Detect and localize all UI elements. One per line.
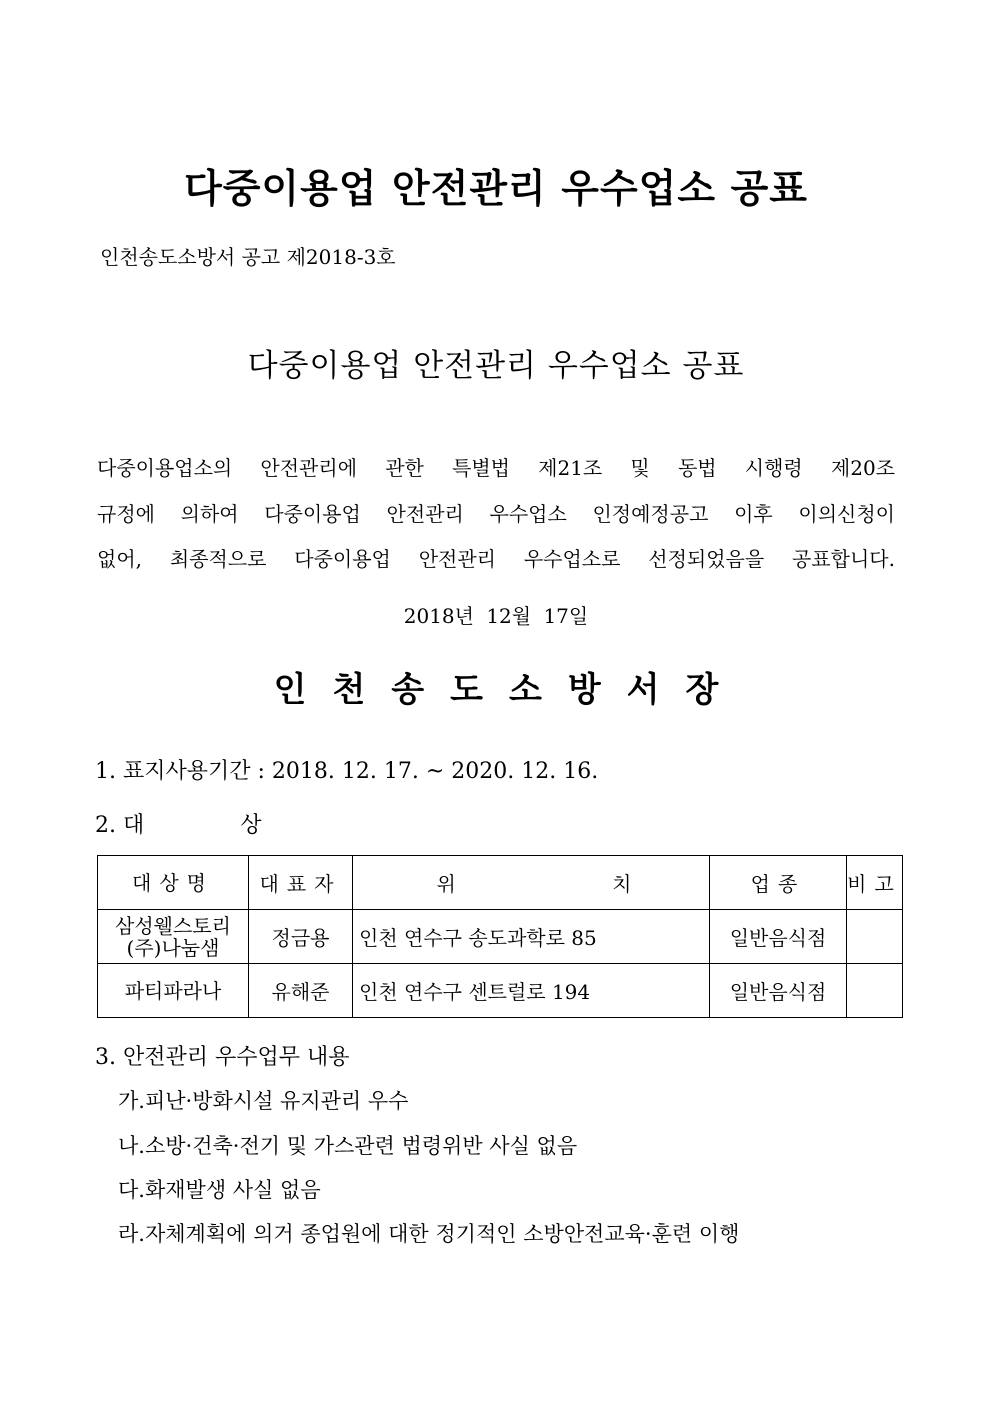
section-3-item: 가.피난·방화시설 유지관리 우수: [118, 1089, 409, 1113]
cell-location: 인천 연수구 송도과학로 85: [353, 910, 710, 964]
sub-title: 다중이용업 안전관리 우수업소 공표: [247, 348, 745, 384]
body-paragraph: [97, 446, 895, 583]
section-3-item: 나.소방·건축·전기 및 가스관련 법령위반 사실 없음: [118, 1134, 578, 1158]
cell-note: [847, 964, 903, 1018]
section-3-heading: 3. 안전관리 우수업무 내용: [95, 1045, 350, 1070]
cell-business-type: 일반음식점: [710, 964, 847, 1018]
name-line: 파티파라나: [124, 978, 222, 1003]
body-line: 규정에 의하여 다중이용업 안전관리 우수업소 인정예정공고 이후 이의신청이: [97, 501, 895, 526]
section-2-label-end: 상: [240, 813, 262, 838]
name-line: (주)나눔샘: [126, 935, 220, 960]
section-3-item: 라.자체계획에 의거 종업원에 대한 정기적인 소방안전교육·훈련 이행: [118, 1222, 740, 1246]
section-2-heading: [95, 808, 262, 839]
cell-business-type: 일반음식점: [710, 910, 847, 964]
main-title: 다중이용업 안전관리 우수업소 공표: [184, 167, 808, 212]
cell-note: [847, 910, 903, 964]
cell-location: 인천 연수구 센트럴로 194: [353, 964, 710, 1018]
section-3-item: 다.화재발생 사실 없음: [118, 1178, 321, 1202]
body-line: 다중이용업소의 안전관리에 관한 특별법 제21조 및 동법 시행령 제20조: [97, 456, 895, 480]
header-location: 위 치: [353, 856, 710, 910]
header-representative: 대표자: [249, 856, 353, 910]
name-line: 삼성웰스토리: [115, 913, 231, 938]
cell-representative: 유해준: [249, 964, 353, 1018]
header-business-type: 업종: [710, 856, 847, 910]
notice-number: 인천송도소방서 공고 제2018-3호: [100, 245, 396, 269]
body-line: 없어, 최종적으로 다중이용업 안전관리 우수업소로 선정되었음을 공표합니다.: [97, 547, 895, 571]
signer: 인천송도소방서장: [273, 670, 745, 710]
table-row: [98, 964, 903, 1018]
cell-name: [98, 910, 249, 964]
target-table: [97, 855, 903, 1018]
table-row: [98, 910, 903, 964]
header-note: 비고: [847, 856, 903, 910]
cell-representative: 정금용: [249, 910, 353, 964]
cell-name: [98, 964, 249, 1018]
section-1-usage-period: 1. 표지사용기간 : 2018. 12. 17. ~ 2020. 12. 16.: [95, 759, 599, 784]
table-header-row: [98, 856, 903, 910]
section-2-label-start: 2. 대: [95, 813, 145, 838]
header-name: 대상명: [98, 856, 249, 910]
notice-date: 2018년 12월 17일: [403, 604, 589, 628]
